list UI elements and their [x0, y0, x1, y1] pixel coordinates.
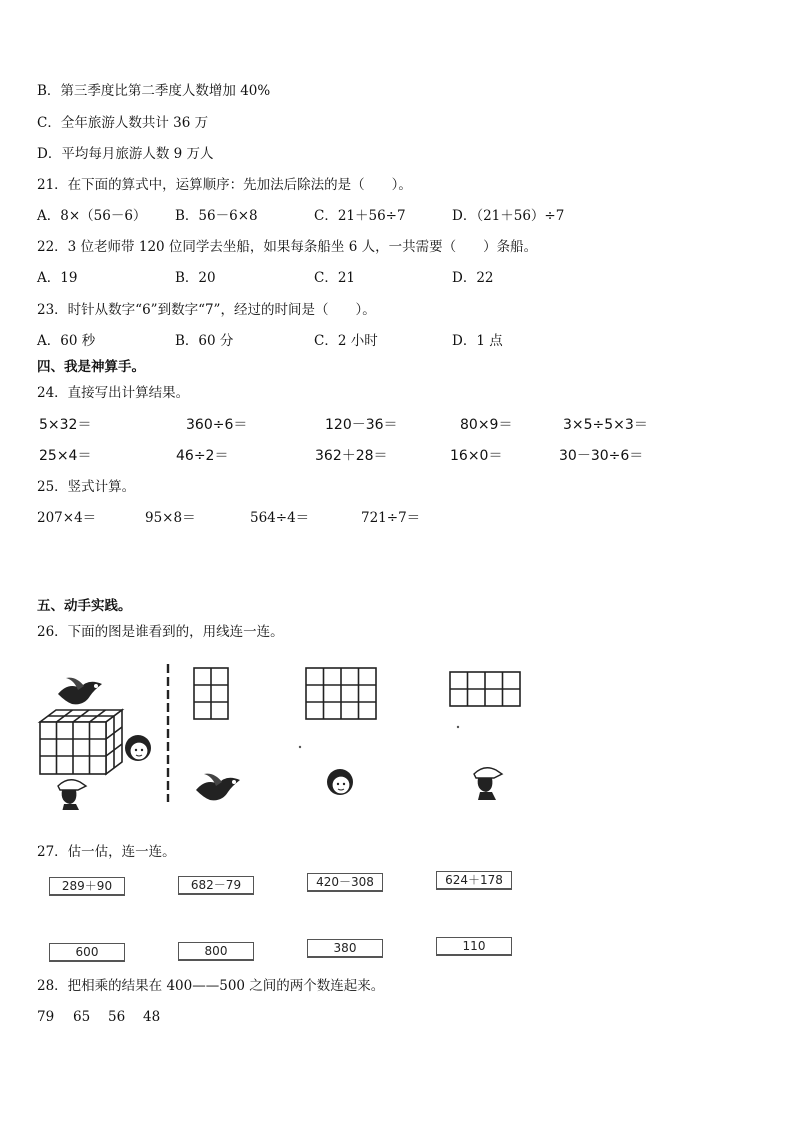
- view-grid-2: [306, 668, 376, 719]
- view-grid-1: [194, 668, 228, 719]
- q22-option-a: A．19: [37, 270, 78, 286]
- q27-bottom-box[interactable]: 380: [307, 939, 383, 958]
- q24-item: 5×32＝: [39, 417, 92, 433]
- q24-item: 362＋28＝: [315, 448, 388, 464]
- q25-text: 25．竖式计算。: [37, 479, 136, 495]
- girl-face-icon: [327, 769, 353, 795]
- q24-item: 3×5÷5×3＝: [563, 417, 648, 433]
- q27-bottom-box[interactable]: 600: [49, 943, 125, 962]
- boy-icon: [474, 768, 502, 800]
- q20-option-d: D．平均每月旅游人数 9 万人: [37, 146, 214, 162]
- girl-face-icon: [125, 735, 151, 761]
- cube-icon: [40, 710, 122, 774]
- q28-number[interactable]: 79: [37, 1009, 55, 1025]
- q20-option-b: B．第三季度比第二季度人数增加 40%: [37, 83, 271, 99]
- q21-option-c: C．21＋56÷7: [314, 208, 406, 224]
- q27-top-box[interactable]: 289＋90: [49, 877, 125, 896]
- q27-bottom-box[interactable]: 800: [178, 942, 254, 961]
- q20-option-c: C．全年旅游人数共计 36 万: [37, 115, 209, 131]
- boy-icon: [58, 780, 86, 810]
- q24-item: 80×9＝: [460, 417, 513, 433]
- q26-figure: [36, 660, 536, 810]
- q25-item: 95×8＝: [145, 510, 196, 526]
- q23-option-c: C．2 小时: [314, 333, 378, 349]
- q22-text: 22．3 位老师带 120 位同学去坐船，如果每条船坐 6 人，一共需要（ ）条船。: [37, 239, 538, 255]
- q24-item: 16×0＝: [450, 448, 503, 464]
- q28-number[interactable]: 65: [73, 1009, 91, 1025]
- q25-item: 721÷7＝: [361, 510, 421, 526]
- q23-text: 23．时针从数字“6”到数字“7”，经过的时间是（ ）。: [37, 302, 376, 318]
- q27-bottom-box[interactable]: 110: [436, 937, 512, 956]
- q22-option-b: B．20: [175, 270, 216, 286]
- q27-top-box[interactable]: 624＋178: [436, 871, 512, 890]
- q23-option-a: A．60 秒: [37, 333, 96, 349]
- q21-option-a: A．8×（56－6）: [37, 208, 147, 224]
- q25-item: 564÷4＝: [250, 510, 310, 526]
- q24-item: 25×4＝: [39, 448, 92, 464]
- q27-text: 27．估一估，连一连。: [37, 844, 176, 860]
- section-5-heading: 五、动手实践。: [37, 598, 132, 614]
- q21-text: 21．在下面的算式中，运算顺序：先加法后除法的是（ ）。: [37, 177, 412, 193]
- section-4-heading: 四、我是神算手。: [37, 359, 145, 375]
- bird-icon: [196, 774, 240, 801]
- q23-option-b: B．60 分: [175, 333, 234, 349]
- q25-item: 207×4＝: [37, 510, 97, 526]
- q24-item: 46÷2＝: [176, 448, 229, 464]
- q24-item: 30－30÷6＝: [559, 448, 644, 464]
- q22-option-c: C．21: [314, 270, 356, 286]
- bird-icon: [58, 678, 102, 705]
- q21-option-b: B．56－6×8: [175, 208, 258, 224]
- q27-top-box[interactable]: 682－79: [178, 876, 254, 895]
- q28-number[interactable]: 48: [143, 1009, 161, 1025]
- q23-option-d: D．1 点: [452, 333, 503, 349]
- view-grid-3: [450, 672, 520, 706]
- q21-option-d: D．（21＋56）÷7: [452, 208, 565, 224]
- q28-text: 28．把相乘的结果在 400——500 之间的两个数连起来。: [37, 978, 385, 994]
- q27-top-box[interactable]: 420－308: [307, 873, 383, 892]
- q22-option-d: D．22: [452, 270, 494, 286]
- q24-item: 360÷6＝: [186, 417, 248, 433]
- q24-text: 24．直接写出计算结果。: [37, 385, 190, 401]
- q28-number[interactable]: 56: [108, 1009, 126, 1025]
- q26-text: 26．下面的图是谁看到的，用线连一连。: [37, 624, 284, 640]
- q24-item: 120－36＝: [325, 417, 398, 433]
